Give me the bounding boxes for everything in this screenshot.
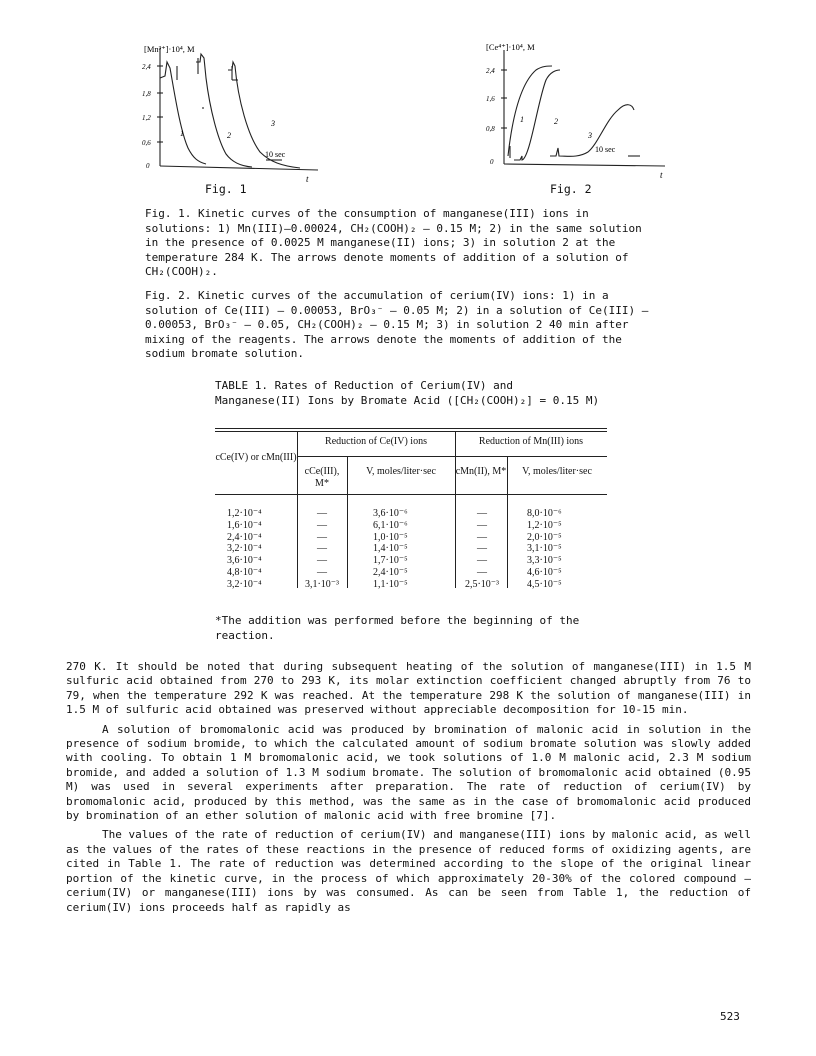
col-v-mn: 8,0·10⁻⁶ 1,2·10⁻⁵ 2,0·10⁻⁵ 3,1·10⁻⁵ 3,3·10⁻⁵ 4,6·10⁻⁵ 4,5·10⁻⁵ [527,508,562,590]
row-header: cCe(IV) or cMn(III) [215,452,297,463]
paragraph-1: 270 K. It should be noted that during subsequent heating of the solution of manganese(III) in 1.5 M sulfuric acid obtained from 270 to 293 K, its molar extinction coefficient changed abruptly from 76 to 79, when the temperature 292 K was reached. At the temperature 298 K the solution of manganese(III) in 1.5 M of sulfuric acid obtained was preserved without appreciable decomposition for 10-15 min. [66,660,751,717]
fig1-tick-1: 1,8 [142,90,151,98]
paragraph-2: A solution of bromomalonic acid was produced by bromination of malonic acid in solution in the presence of sodium bromide, to which the calculated amount of sodium bromate solution was slowly added with cooling. To obtain 1 M bromomalonic acid, we took solutions of 1.0 M malonic acid, 2.3 M sodium bromide, and added a solution of 1.3 M sodium bromate. The solution of bromomalonic acid obtained (0.95 M) was used in several experiments after preparation. The rate of reduction of cerium(IV) by bromomalonic acid, produced by this method, was the same as in the case of bromomalonic acid produced by bromination of an ether solution of malonic acid with free bromine [7]. [66,722,751,823]
fig2-y-label: [Ce⁴⁺]·10⁴, M [486,42,535,52]
fig2-scale-label: 10 sec [595,145,616,154]
table-1 [215,428,607,608]
page-number: 523 [720,1010,740,1023]
fig2-curve-label-1: 1 [520,115,524,124]
fig2-caption: Fig. 2. Kinetic curves of the accumulation of cerium(IV) ions: 1) in a solution of Ce(III) — 0.00053, BrO₃⁻ — 0.05 M; 2) in a solution of Ce(III) — 0.00053, BrO₃⁻ — 0.05, CH₂(COOH)₂ — 0.15 M; 3) in solution 2 40 min after mixing of the reagents. The arrows denote the moments of addition of the sodium bromate solution. [145,289,649,360]
fig1-tick-0: 2,4 [142,63,151,71]
fig2-tick-3: 0 [490,158,494,166]
col-header-vce: V, moles/liter·sec [366,466,436,477]
fig2-curve-label-3: 3 [588,131,592,140]
fig1-tick-3: 0,6 [142,139,151,147]
fig1-scale-label: 10 sec [265,150,286,159]
fig1-y-label: [Mn³⁺]·10⁴, M [144,44,195,54]
fig1-caption: Fig. 1. Kinetic curves of the consumption of manganese(III) ions in solutions: 1) Mn(III)—0.00024, CH₂(COOH)₂ — 0.15 M; 2) in the same solution in the presence of 0.0025 M manganese(II) ions; 3) in solution 2 at the temperature 284 K. The arrows denote moments of addition of a solution of CH₂(COOH)₂. [145,207,642,278]
group-header-mn: Reduction of Mn(III) ions [478,436,584,447]
fig2-x-label: t [660,170,663,180]
col-v-ce: 3,6·10⁻⁶ 6,1·10⁻⁶ 1,0·10⁻⁵ 1,4·10⁻⁵ 1,7·10⁻⁵ 2,4·10⁻⁵ 1,1·10⁻⁵ [373,508,408,590]
table-footnote: *The addition was performed before the beginning of the reaction. [215,614,580,642]
figure-1 [140,40,340,190]
col-c-mn: — — — — — — 2,5·10⁻³ [464,508,500,590]
col-c-ce: — — — — — — 3,1·10⁻³ [304,508,340,590]
col-header-cmn: cMn(II), M* [455,466,507,477]
col-concentration: 1,2·10⁻⁴ 1,6·10⁻⁴ 2,4·10⁻⁴ 3,2·10⁻⁴ 3,6·10⁻⁴ 4,8·10⁻⁴ 3,2·10⁻⁴ [227,508,262,590]
group-header-ce: Reduction of Ce(IV) ions [325,436,427,447]
fig1-tick-2: 1,2 [142,114,151,122]
fig2-tick-2: 0,8 [486,125,495,133]
fig2-tick-0: 2,4 [486,67,495,75]
fig2-tick-1: 1,6 [486,95,495,103]
fig2-label: Fig. 2 [550,182,592,196]
paragraph-3: The values of the rate of reduction of cerium(IV) and manganese(III) ions by malonic acid, as well as the values of the rates of these reactions in the presence of reduced forms of oxidizing agents, are cited in Table 1. The rate of reduction was determined according to the slope of the original linear portion of the kinetic curve, in the process of which approximately 20-30% of the colored compound — cerium(IV) or manganese(III) ions by was consumed. As can be seen from Table 1, the reduction of cerium(IV) ions proceeds half as rapidly as [66,828,752,914]
fig1-x-label: t [306,174,309,184]
fig1-curve-label-1: 1 [180,129,184,138]
fig1-curve-label-3: 3 [271,119,275,128]
figure-2 [480,40,680,185]
fig1-label: Fig. 1 [205,182,247,196]
table-title: TABLE 1. Rates of Reduction of Cerium(IV) and Manganese(II) Ions by Bromate Acid ([CH₂(COOH)₂] = 0.15 M) [215,379,600,407]
fig2-curve-label-2: 2 [554,117,558,126]
fig1-tick-4: 0 [146,162,150,170]
body-text [66,660,751,915]
col-header-cce: cCe(III), M* [304,466,340,489]
col-header-vmn: V, moles/liter·sec [522,466,592,477]
fig1-curve-label-2: 2 [227,131,231,140]
